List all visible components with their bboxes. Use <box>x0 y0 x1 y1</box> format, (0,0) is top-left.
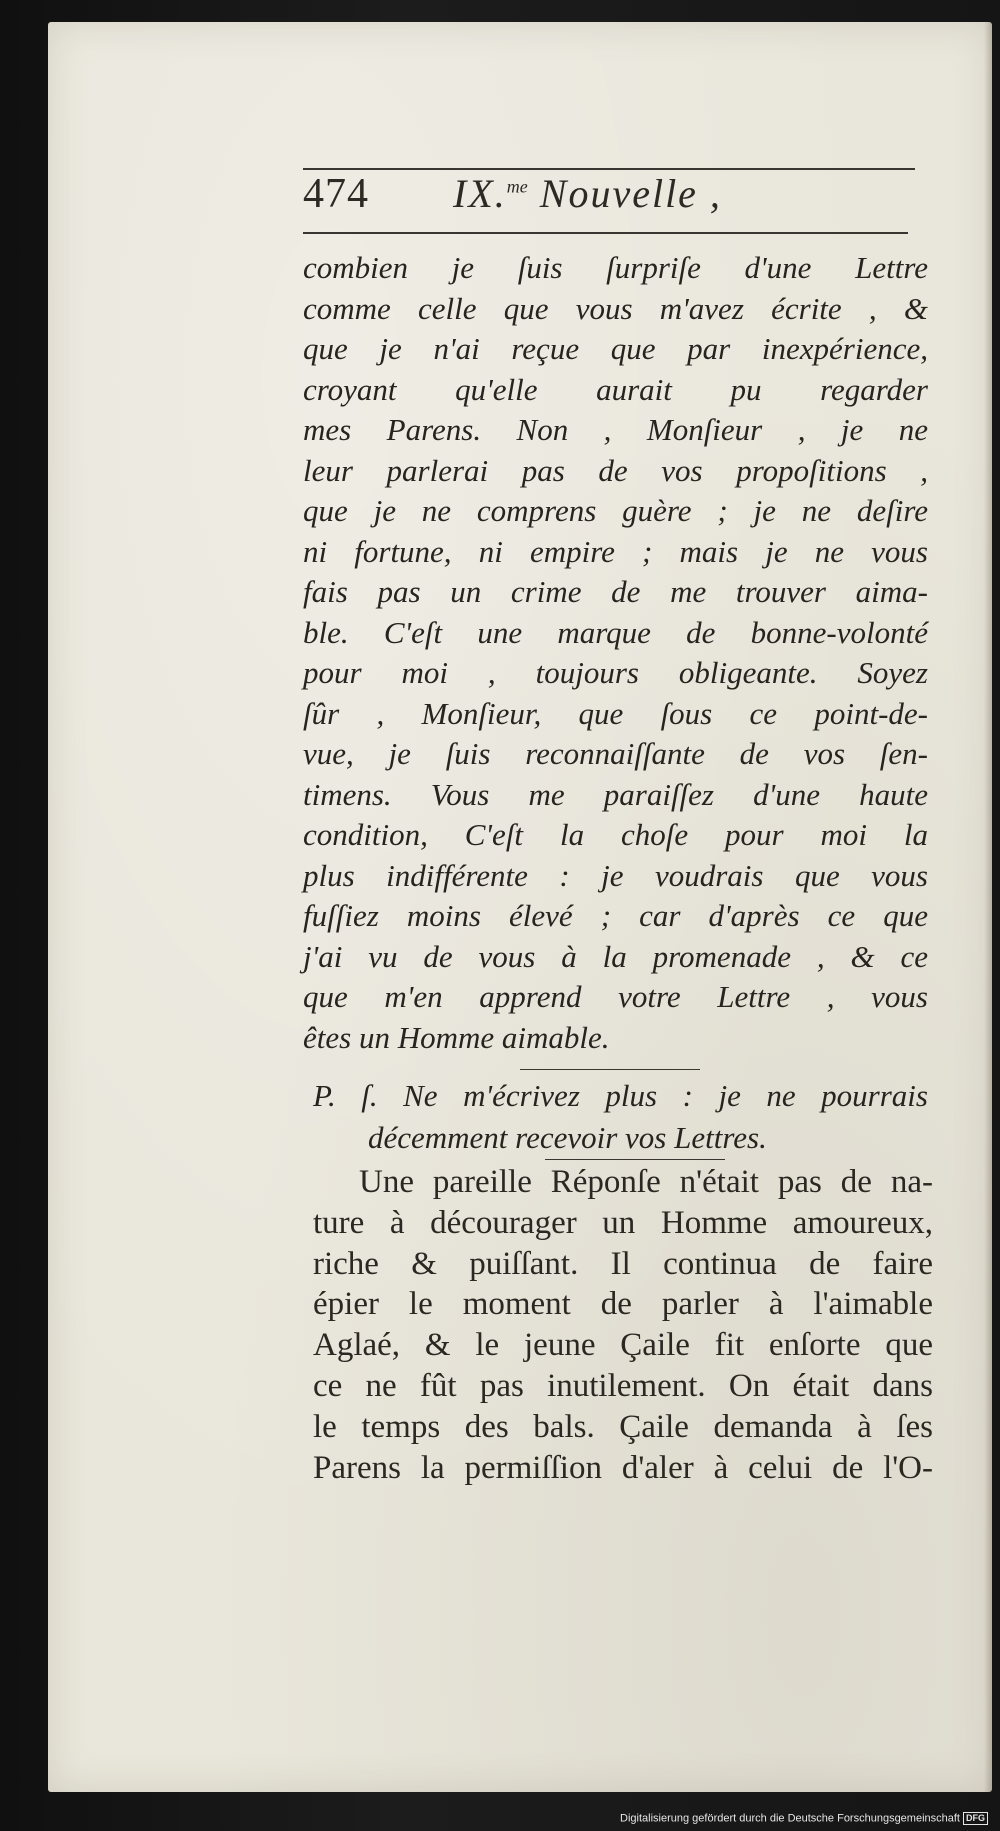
letter-line: combien je ſuis ſurpriſe d'une Lettre <box>303 250 928 285</box>
postscript-line: décemment recevoir vos Lettres. <box>368 1120 767 1155</box>
narrative-line: le temps des bals. Çaile demanda à ſes <box>313 1408 933 1445</box>
letter-line: leur parlerai pas de vos propoſitions , <box>303 452 928 488</box>
page-number: 474 <box>303 171 369 217</box>
narrative-line: Une pareille Réponſe n'était pas de na- <box>359 1164 933 1200</box>
letter-line: ſûr , Monſieur, que ſous ce point-de- <box>303 695 928 731</box>
letter-line: timens. Vous me paraiſſez d'une haute <box>303 776 928 812</box>
narrative-line: Parens la permiſſion d'aler à celui de l'O- <box>313 1449 933 1486</box>
letter-line: vue, je ſuis reconnaiſſante de vos ſen- <box>303 736 928 771</box>
running-title-word: Nouvelle , <box>539 171 722 216</box>
narrative-line: épier le moment de parler à l'aimable <box>313 1286 933 1323</box>
letter-line: mes Parens. Non , Monſieur , je ne <box>303 412 928 447</box>
letter-line: ni fortune, ni empire ; mais je ne vous <box>303 533 928 569</box>
letter-line: j'ai vu de vous à la promenade , & ce <box>303 938 928 974</box>
credit-text: Digitalisierung gefördert durch die Deutsche Forschungsgemeinschaft <box>620 1812 960 1825</box>
running-title-superscript: me <box>506 176 528 197</box>
digitization-credit <box>620 1812 988 1825</box>
letter-line: que je ne comprens guère ; je ne deſire <box>303 493 928 528</box>
page-edge-shadow <box>984 22 992 1792</box>
running-title-numeral: IX. <box>453 171 507 216</box>
letter-line: croyant qu'elle aurait pu regarder <box>303 371 928 407</box>
letter-line: fais pas un crime de me trouver aima- <box>303 574 928 609</box>
running-title <box>453 170 722 217</box>
postscript-top-rule <box>520 1069 700 1070</box>
dfg-logo: DFG <box>963 1812 988 1825</box>
letter-line: condition, C'eſt la choſe pour moi la <box>303 817 928 852</box>
letter-line: fuſſiez moins élevé ; car d'après ce que <box>303 898 928 933</box>
letter-line: que je n'ai reçue que par inexpérience, <box>303 331 928 366</box>
letter-line: plus indifférente : je voudrais que vous <box>303 857 928 893</box>
postscript-line: P. ſ. Ne m'écrivez plus : je ne pourrais <box>313 1078 928 1113</box>
narrative-line: ture à décourager un Homme amoureux, <box>313 1204 933 1241</box>
letter-line: êtes un Homme aimable. <box>303 1019 610 1055</box>
narrative-line: riche & puiſſant. Il continua de faire <box>313 1245 933 1282</box>
letter-line: que m'en apprend votre Lettre , vous <box>303 979 928 1014</box>
narrative-line: ce ne fût pas inutilement. On était dans <box>313 1367 933 1404</box>
postscript <box>313 1075 928 1159</box>
page-header <box>303 170 923 220</box>
letter-line: ble. C'eſt une marque de bonne-volonté <box>303 614 928 650</box>
postscript-bottom-rule <box>545 1159 725 1160</box>
narrative-line: Aglaé, & le jeune Çaile fit enſorte que <box>313 1327 933 1364</box>
letter-line: pour moi , toujours obligeante. Soyez <box>303 655 928 690</box>
letter-line: comme celle que vous m'avez écrite , & <box>303 290 928 326</box>
header-bottom-rule <box>303 232 908 234</box>
letter-text <box>303 248 928 1058</box>
narrative-text <box>313 1162 933 1488</box>
